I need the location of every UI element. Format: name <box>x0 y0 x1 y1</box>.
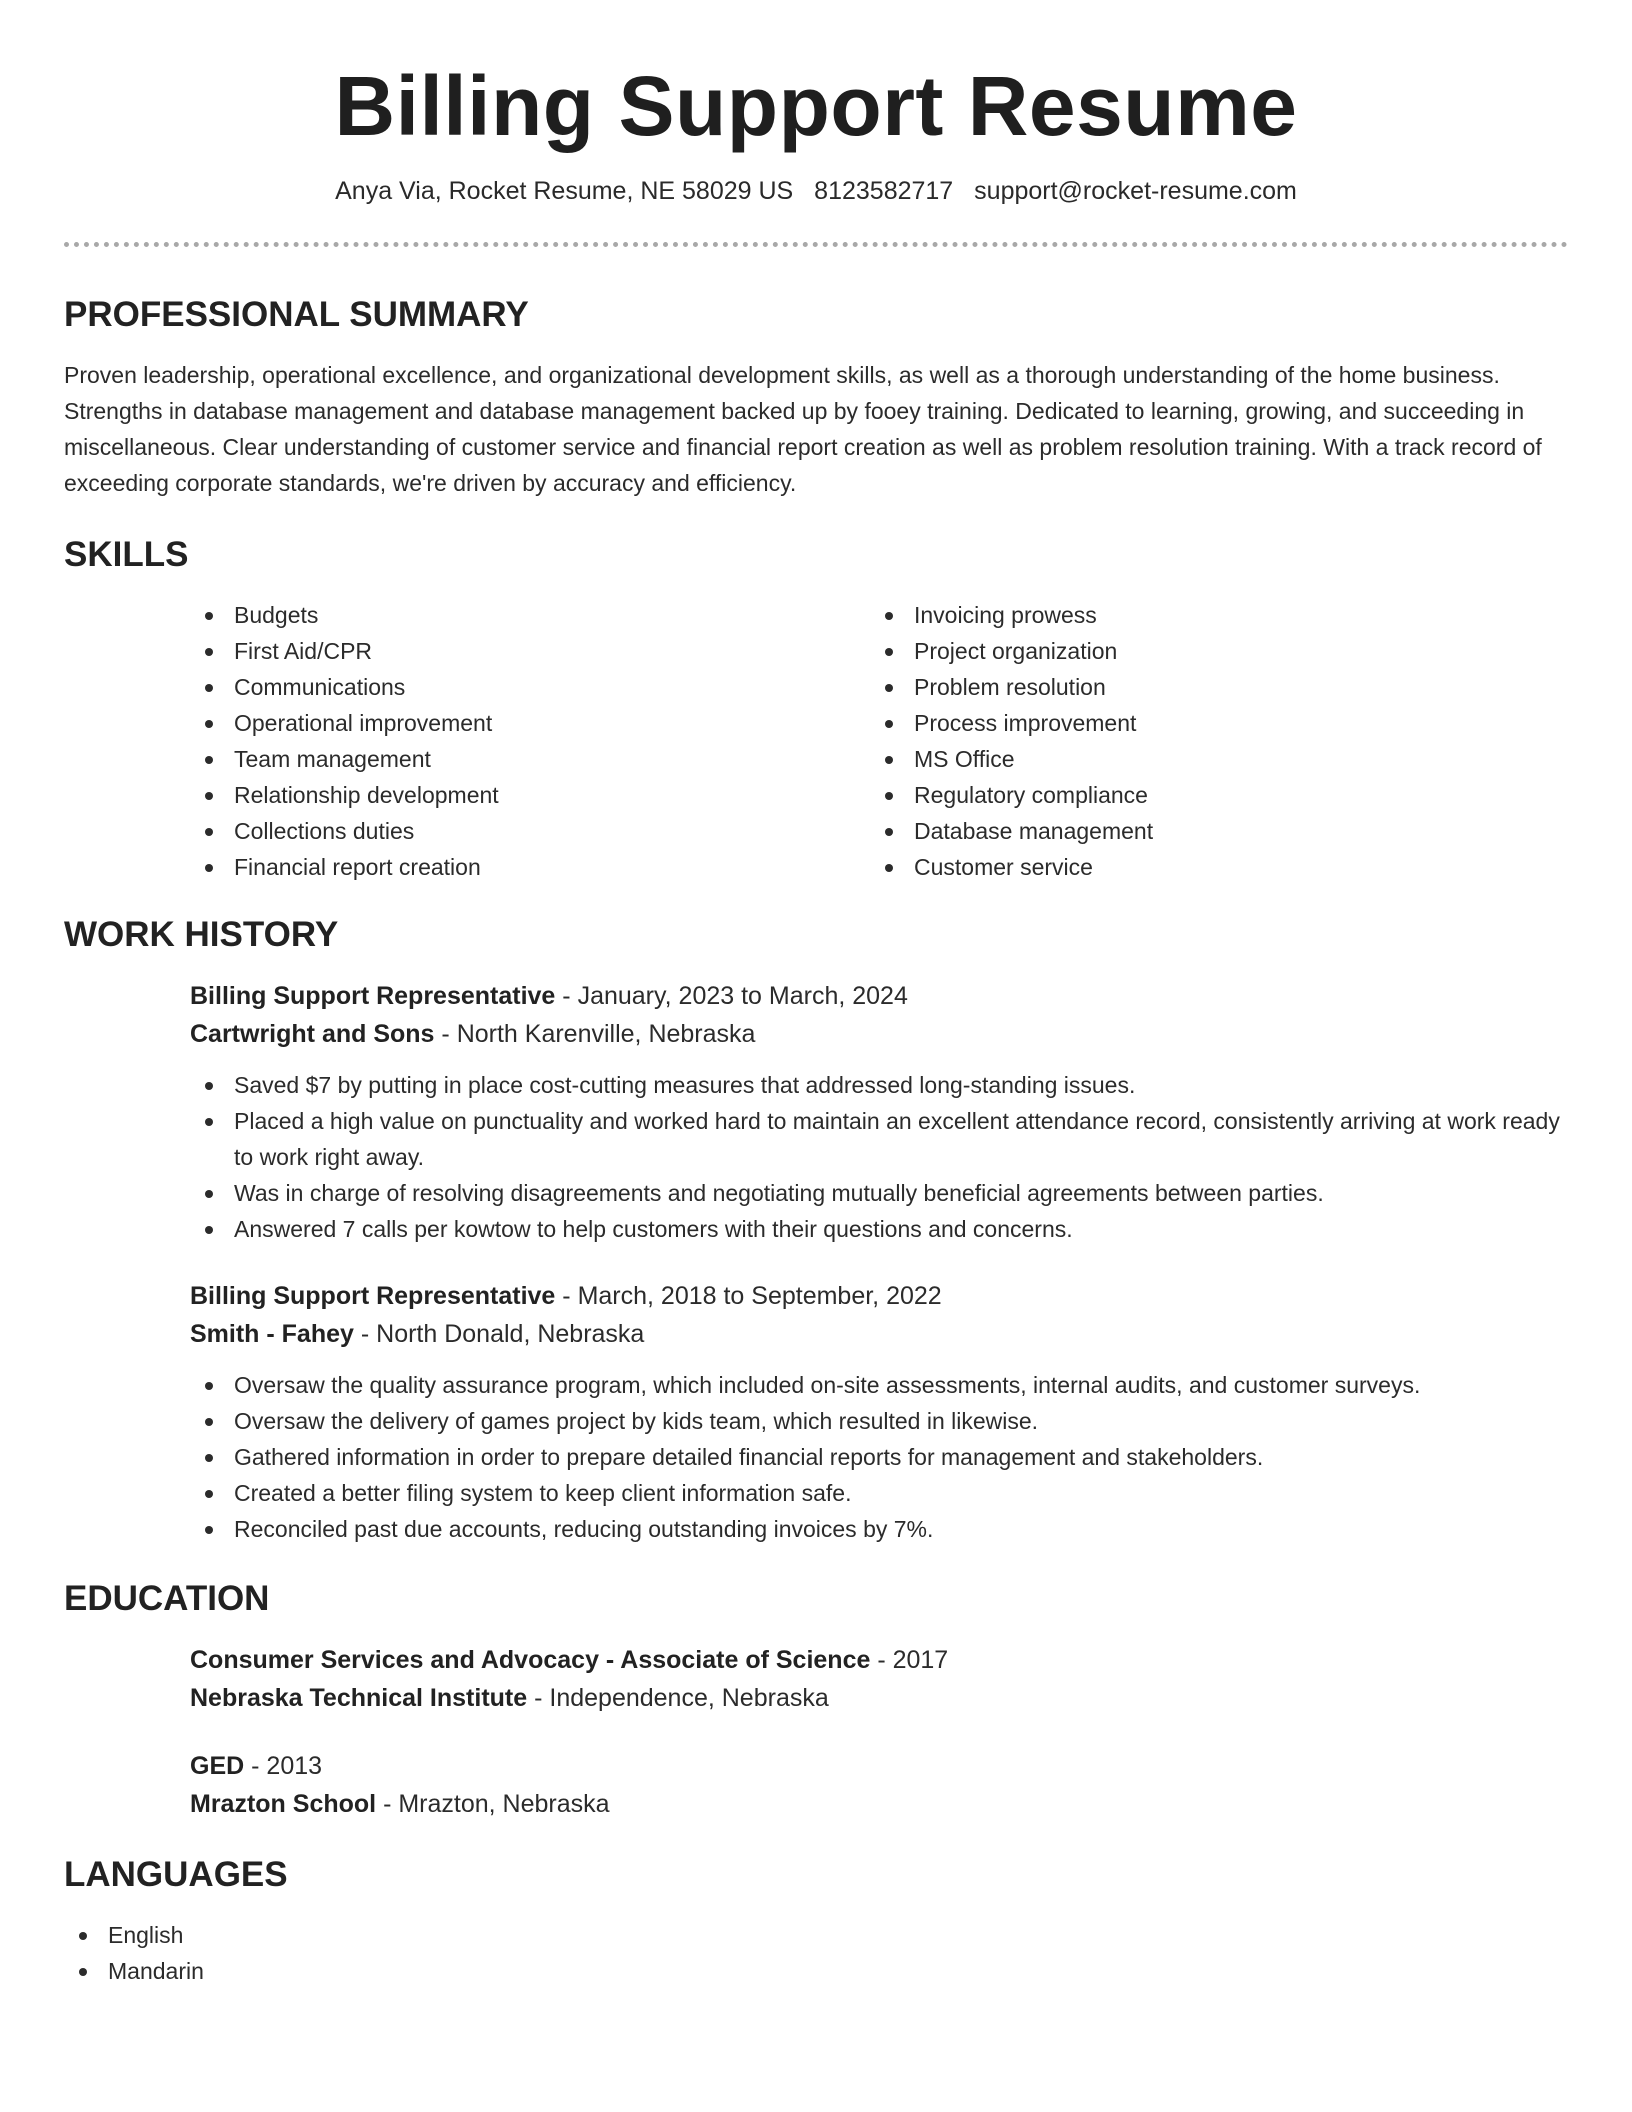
job-title: Billing Support Representative <box>190 1282 556 1310</box>
skill-item: Financial report creation <box>190 849 870 885</box>
job-bullet: Saved $7 by putting in place cost-cutting measures that addressed long-standing issues. <box>190 1067 1568 1103</box>
job-company-line <box>190 1015 1568 1053</box>
school-name: Nebraska Technical Institute <box>190 1684 528 1712</box>
resume-page <box>64 0 1568 1989</box>
job-bullets <box>190 1367 1568 1547</box>
degree-year: - 2013 <box>251 1752 323 1780</box>
degree-line <box>190 1641 1568 1679</box>
language-item: Mandarin <box>64 1953 1568 1989</box>
contact-phone: 8123582717 <box>814 177 954 205</box>
school-location: - Mrazton, Nebraska <box>383 1790 610 1818</box>
degree-name: Consumer Services and Advocacy - Associate of Science <box>190 1646 871 1674</box>
skill-item: Invoicing prowess <box>870 597 1550 633</box>
languages-heading: LANGUAGES <box>64 1855 288 1894</box>
work-heading: WORK HISTORY <box>64 915 339 954</box>
skills-heading: SKILLS <box>64 535 189 574</box>
job-company: Smith - Fahey <box>190 1320 354 1348</box>
skill-item: First Aid/CPR <box>190 633 870 669</box>
skill-item: MS Office <box>870 741 1550 777</box>
job-dates: - January, 2023 to March, 2024 <box>562 982 908 1010</box>
job-company: Cartwright and Sons <box>190 1020 435 1048</box>
degree-line <box>190 1747 1568 1785</box>
job-title: Billing Support Representative <box>190 982 556 1010</box>
summary-text: Proven leadership, operational excellence, and organizational development skills, as well as a thorough understanding of the home business. Strengths in database management and database management backed up by fooey training. Dedicated to learning, growing, and succeeding in miscellaneous. Clear understanding of customer service and financial report creation as well as problem resolution training. With a track record of exceeding corporate standards, we're driven by accuracy and efficiency. <box>64 362 1542 496</box>
education-entry <box>190 1747 1568 1823</box>
skills-right-list <box>870 597 1550 885</box>
education-heading: EDUCATION <box>64 1579 270 1618</box>
job-title-line <box>190 1277 1568 1315</box>
skill-item: Process improvement <box>870 705 1550 741</box>
job-entry <box>190 1277 1568 1547</box>
skill-item: Customer service <box>870 849 1550 885</box>
job-entry <box>190 977 1568 1247</box>
contact-address: Anya Via, Rocket Resume, NE 58029 US <box>335 177 794 205</box>
job-bullet: Reconciled past due accounts, reducing outstanding invoices by 7%. <box>190 1511 1568 1547</box>
skill-item: Team management <box>190 741 870 777</box>
job-location: - North Karenville, Nebraska <box>441 1020 756 1048</box>
job-bullet: Answered 7 calls per kowtow to help customers with their questions and concerns. <box>190 1211 1568 1247</box>
job-title-line <box>190 977 1568 1015</box>
degree-name: GED <box>190 1752 245 1780</box>
resume-title: Billing Support Resume <box>334 59 1298 153</box>
skill-item: Database management <box>870 813 1550 849</box>
skill-item: Problem resolution <box>870 669 1550 705</box>
job-bullet: Created a better filing system to keep client information safe. <box>190 1475 1568 1511</box>
degree-year: - 2017 <box>877 1646 949 1674</box>
language-item: English <box>64 1917 1568 1953</box>
job-bullets <box>190 1067 1568 1247</box>
skill-item: Regulatory compliance <box>870 777 1550 813</box>
job-location: - North Donald, Nebraska <box>360 1320 645 1348</box>
education-entry <box>190 1641 1568 1717</box>
skill-item: Budgets <box>190 597 870 633</box>
job-bullet: Oversaw the quality assurance program, which included on-site assessments, internal audits, and customer surveys. <box>190 1367 1568 1403</box>
summary-heading: PROFESSIONAL SUMMARY <box>64 295 529 334</box>
skill-item: Relationship development <box>190 777 870 813</box>
skills-grid <box>190 597 1568 885</box>
school-line <box>190 1679 1568 1717</box>
school-location: - Independence, Nebraska <box>534 1684 829 1712</box>
school-name: Mrazton School <box>190 1790 377 1818</box>
skills-left-list <box>190 597 870 885</box>
job-bullet: Oversaw the delivery of games project by kids team, which resulted in likewise. <box>190 1403 1568 1439</box>
job-company-line <box>190 1315 1568 1353</box>
school-line <box>190 1785 1568 1823</box>
job-dates: - March, 2018 to September, 2022 <box>562 1282 942 1310</box>
skill-item: Collections duties <box>190 813 870 849</box>
contact-line <box>64 174 1568 208</box>
skill-item: Communications <box>190 669 870 705</box>
contact-email: support@rocket-resume.com <box>974 177 1297 205</box>
skill-item: Operational improvement <box>190 705 870 741</box>
header-divider <box>64 242 1568 247</box>
skill-item: Project organization <box>870 633 1550 669</box>
job-bullet: Was in charge of resolving disagreements and negotiating mutually beneficial agreements between parties. <box>190 1175 1568 1211</box>
job-bullet: Placed a high value on punctuality and worked hard to maintain an excellent attendance record, consistently arriving at work ready to work right away. <box>190 1103 1568 1175</box>
languages-list <box>64 1917 1568 1989</box>
job-bullet: Gathered information in order to prepare detailed financial reports for management and stakeholders. <box>190 1439 1568 1475</box>
